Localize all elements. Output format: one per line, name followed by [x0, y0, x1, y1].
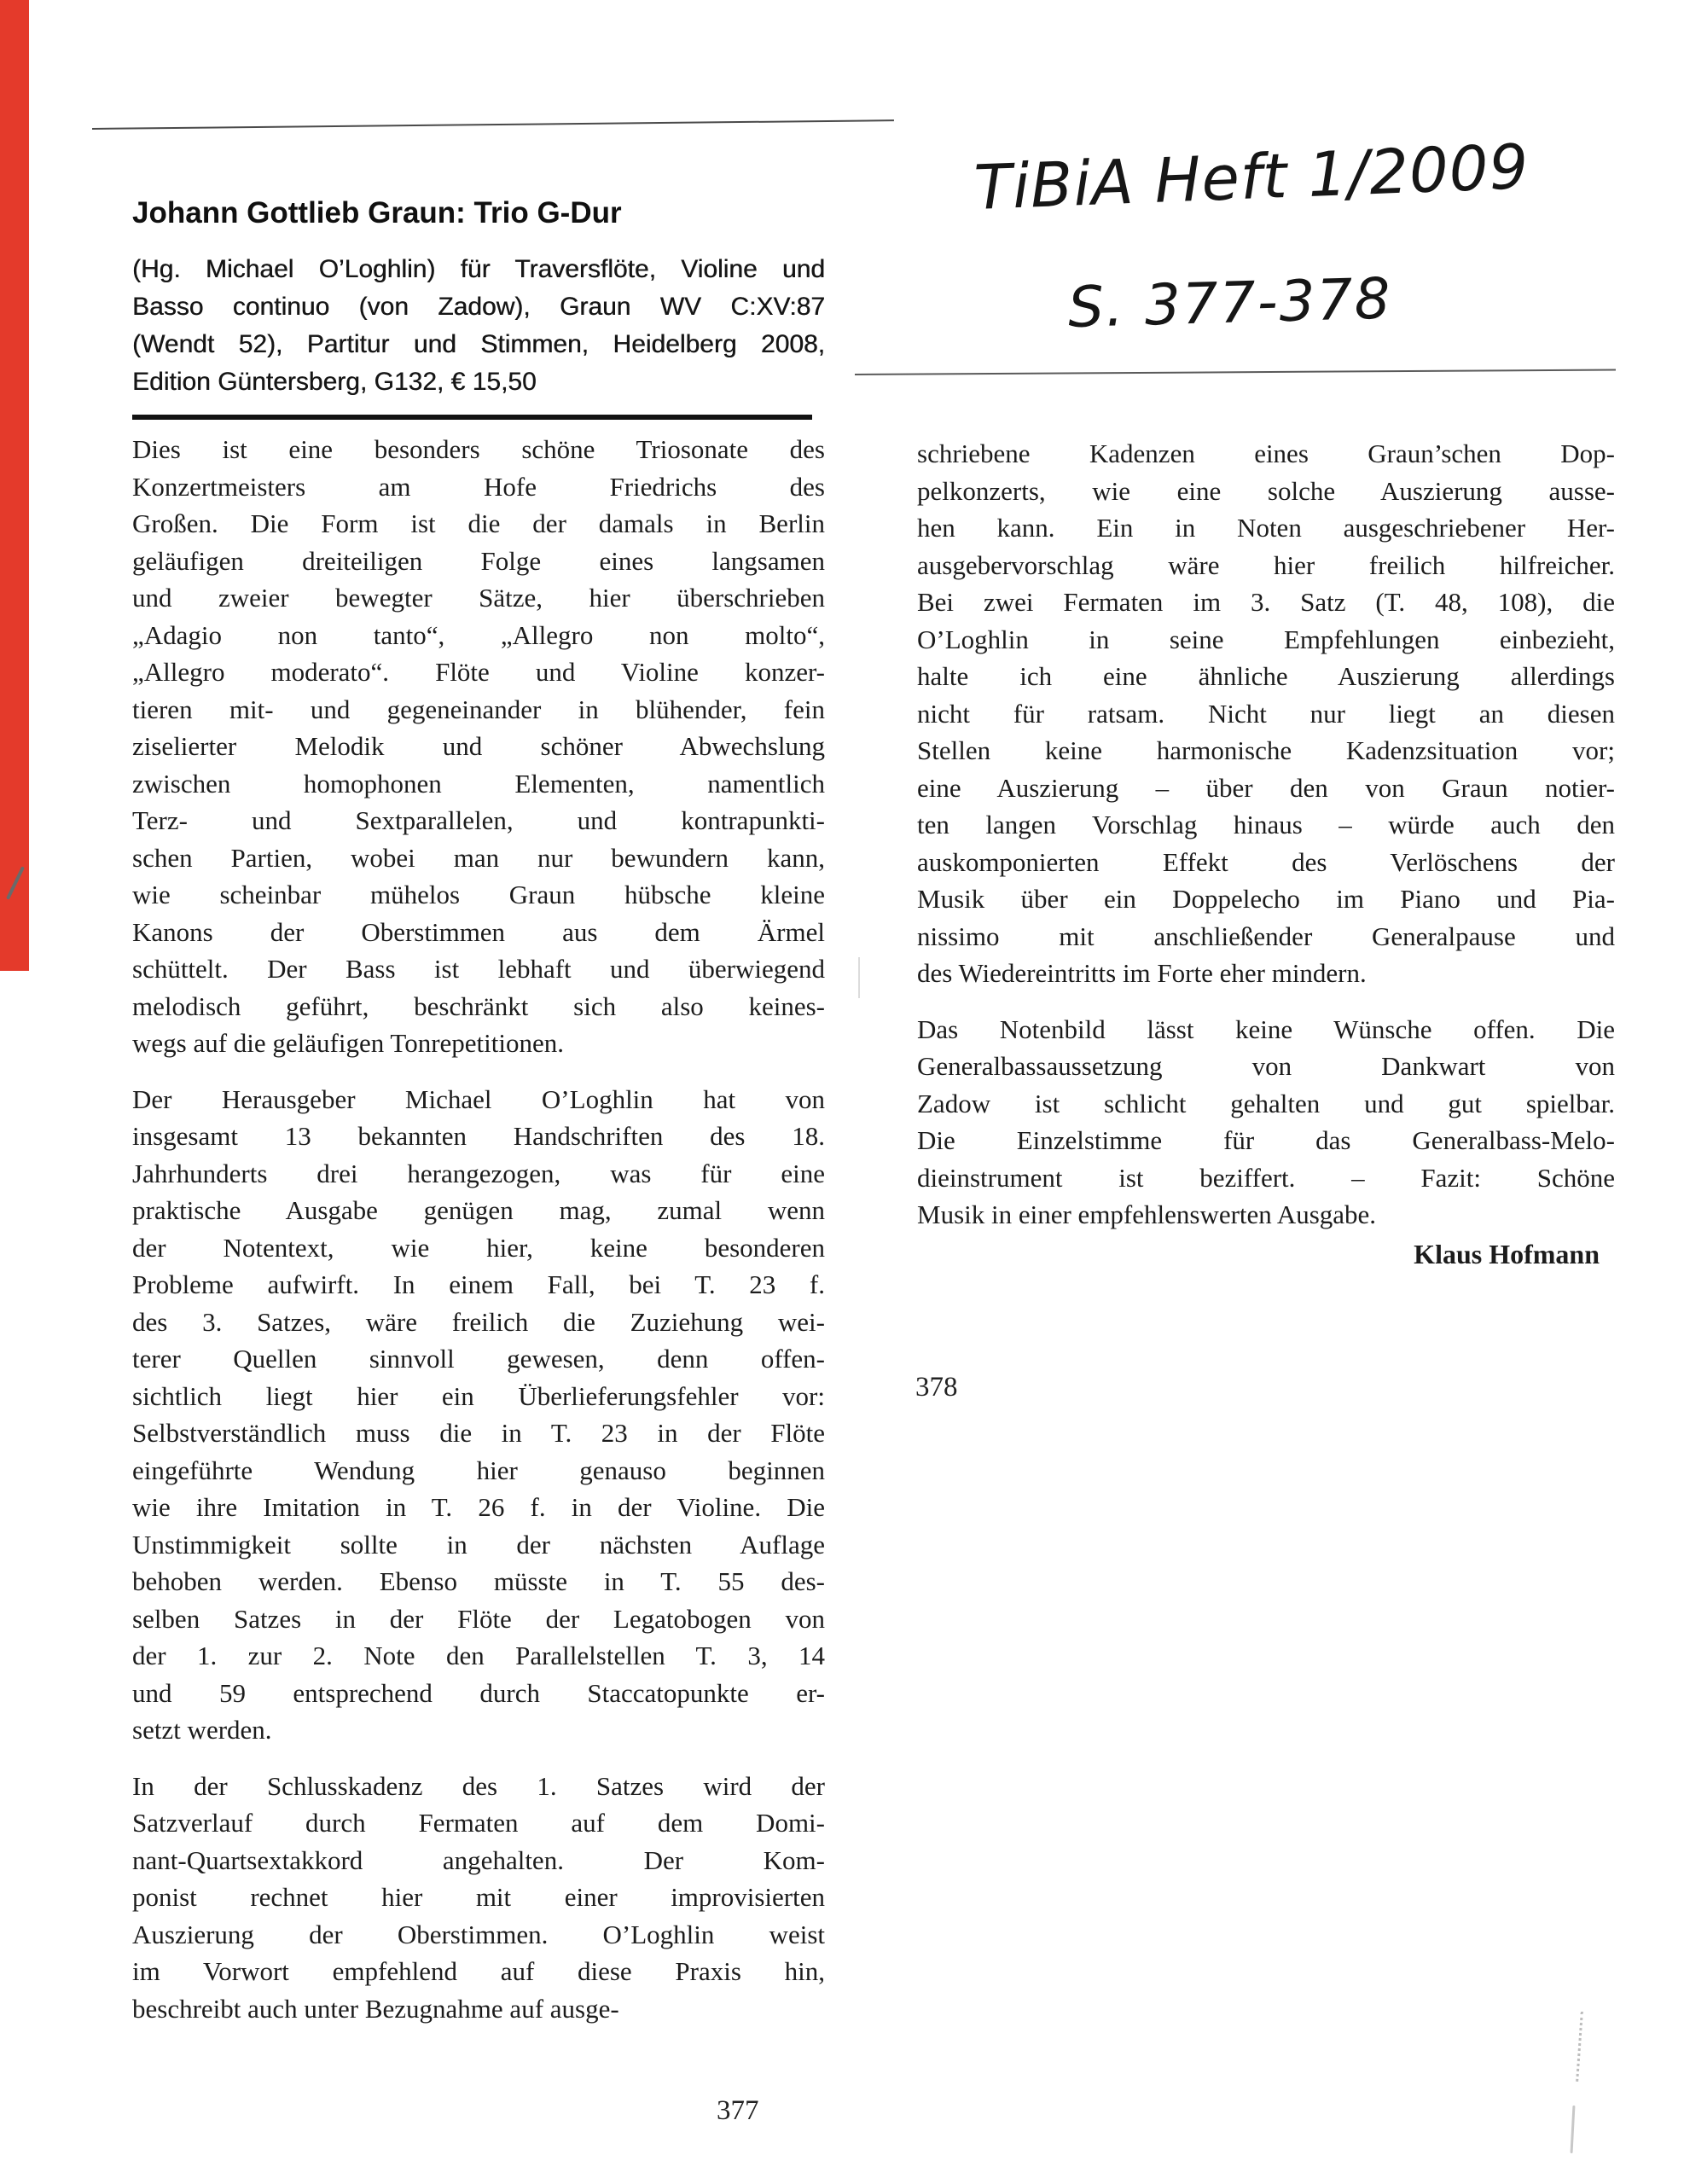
- scan-speck: [858, 957, 860, 998]
- text-line: geläufigen dreiteiligen Folge eines langsamen: [132, 545, 825, 576]
- text-line: Stellen keine harmonische Kadenzsituation vor;: [917, 735, 1615, 765]
- text-line: nissimo mit anschließender Generalpause und: [917, 921, 1615, 951]
- reviewer-signature: Klaus Hofmann: [1414, 1239, 1600, 1269]
- page-number-378: 378: [915, 1372, 958, 1403]
- text-line: behoben werden. Ebenso müsste in T. 55 des-: [132, 1566, 825, 1596]
- left-text-column: [132, 431, 825, 2046]
- title-divider-rule: [132, 415, 812, 420]
- text-line: wie ihre Imitation in T. 26 f. in der Violine. Die: [132, 1492, 825, 1522]
- text-line: O’Loghlin in seine Empfehlungen einbezieht,: [917, 624, 1615, 654]
- paragraph: [132, 1081, 825, 1749]
- text-line: hen kann. Ein in Noten ausgeschriebener Her-: [917, 513, 1615, 543]
- text-line: insgesamt 13 bekannten Handschriften des 18.: [132, 1121, 825, 1151]
- text-line: eine Auszierung – über den von Graun notier-: [917, 772, 1615, 803]
- article-title: Johann Gottlieb Graun: Trio G-Dur: [132, 196, 622, 229]
- text-line: terer Quellen sinnvoll gewesen, denn offen-: [132, 1344, 825, 1374]
- text-line: Unstimmigkeit sollte in der nächsten Auflage: [132, 1529, 825, 1560]
- text-line: Musik in einer empfehlenswerten Ausgabe.: [917, 1199, 1377, 1229]
- text-line: und 59 entsprechend durch Staccatopunkte er-: [132, 1677, 825, 1708]
- text-line: wegs auf die geläufigen Tonrepetitionen.: [132, 1028, 565, 1058]
- text-line: Großen. Die Form ist die der damals in Berlin: [132, 508, 825, 538]
- text-line: selben Satzes in der Flöte der Legatobogen von: [132, 1603, 825, 1634]
- text-line: Basso continuo (von Zadow), Graun WV C:XV:87: [132, 293, 825, 321]
- text-line: tieren mit- und gegeneinander in blühender, fein: [132, 694, 825, 724]
- text-line: In der Schlusskadenz des 1. Satzes wird der: [132, 1770, 825, 1801]
- text-line: Edition Güntersberg, G132, € 15,50: [132, 368, 537, 396]
- text-line: Das Notenbild lässt keine Wünsche offen. Die: [917, 1014, 1615, 1044]
- paragraph: [917, 1011, 1615, 1234]
- text-line: (Hg. Michael O’Loghlin) für Traversflöte, Violine und: [132, 255, 825, 283]
- text-line: Generalbassaussetzung von Dankwart von: [917, 1051, 1615, 1081]
- text-line: melodisch geführt, beschränkt sich also keines-: [132, 990, 825, 1021]
- paragraph: [132, 251, 825, 401]
- handwritten-page-range-annotation: S. 377-378: [1066, 265, 1393, 340]
- text-line: zwischen homophonen Elementen, namentlich: [132, 768, 825, 799]
- text-line: pelkonzerts, wie eine solche Auszierung ausse-: [917, 475, 1615, 506]
- text-line: setzt werden.: [132, 1715, 272, 1745]
- text-line: „Allegro moderato“. Flöte und Violine konzer-: [132, 657, 825, 687]
- paragraph: [132, 1768, 825, 2028]
- text-line: ziselierter Melodik und schöner Abwechslung: [132, 731, 825, 761]
- text-line: des 3. Satzes, wäre freilich die Zuziehung wei-: [132, 1306, 825, 1337]
- scan-red-edge-strip: [0, 0, 29, 971]
- text-line: Selbstverständlich muss die in T. 23 in der Flöte: [132, 1418, 825, 1448]
- text-line: des Wiedereintritts im Forte eher mindern.: [917, 958, 1367, 988]
- paragraph: [917, 435, 1615, 992]
- text-line: nicht für ratsam. Nicht nur liegt an diesen: [917, 698, 1615, 729]
- publication-details: [132, 251, 825, 420]
- top-horizontal-rule: [92, 119, 894, 130]
- text-line: ausgebervorschlag wäre hier freilich hilfreicher.: [917, 549, 1615, 580]
- text-line: Dies ist eine besonders schöne Triosonate des: [132, 434, 825, 464]
- text-line: Probleme aufwirft. In einem Fall, bei T. 23 f.: [132, 1269, 825, 1299]
- text-line: beschreibt auch unter Bezugnahme auf ausge-: [132, 1993, 619, 2024]
- text-line: wie scheinbar mühelos Graun hübsche kleine: [132, 880, 825, 909]
- text-line: nant-Quartsextakkord angehalten. Der Kom-: [132, 1844, 825, 1875]
- text-line: Die Einzelstimme für das Generalbass-Melo-: [917, 1125, 1615, 1155]
- text-line: sichtlich liegt hier ein Überlieferungsfehler vor:: [132, 1380, 825, 1411]
- text-line: Bei zwei Fermaten im 3. Satz (T. 48, 108), die: [917, 587, 1615, 617]
- text-line: im Vorwort empfehlend auf diese Praxis hin,: [132, 1956, 825, 1986]
- text-line: ponist rechnet hier mit einer improvisierten: [132, 1882, 825, 1912]
- text-line: „Adagio non tanto“, „Allegro non molto“,: [132, 619, 825, 650]
- text-line: schüttelt. Der Bass ist lebhaft und überwiegend: [132, 954, 825, 984]
- text-line: Jahrhunderts drei herangezogen, was für eine: [132, 1158, 825, 1188]
- text-line: der Notentext, wie hier, keine besonderen: [132, 1232, 825, 1263]
- text-line: Terz- und Sextparallelen, und kontrapunkti-: [132, 805, 825, 835]
- text-line: ten langen Vorschlag hinaus – würde auch den: [917, 810, 1615, 839]
- text-line: Satzverlauf durch Fermaten auf dem Domi-: [132, 1808, 825, 1838]
- text-line: Musik über ein Doppelecho im Piano und Pia-: [917, 884, 1615, 914]
- text-line: praktische Ausgabe genügen mag, zumal wenn: [132, 1195, 825, 1225]
- paragraph: [132, 431, 825, 1062]
- pen-mark: [1571, 2106, 1576, 2153]
- text-line: und zweier bewegter Sätze, hier überschrieben: [132, 583, 825, 613]
- text-line: Kanons der Oberstimmen aus dem Ärmel: [132, 916, 825, 947]
- text-line: halte ich eine ähnliche Auszierung allerdings: [917, 661, 1615, 691]
- text-line: Zadow ist schlicht gehalten und gut spielbar.: [917, 1088, 1615, 1118]
- handwritten-journal-annotation: TiBiA Heft 1/2009: [973, 131, 1530, 224]
- text-line: Der Herausgeber Michael O’Loghlin hat von: [132, 1083, 825, 1114]
- text-line: Konzertmeisters am Hofe Friedrichs des: [132, 471, 825, 502]
- text-line: Auszierung der Oberstimmen. O’Loghlin weist: [132, 1919, 825, 1949]
- text-line: schen Partien, wobei man nur bewundern kann,: [132, 842, 825, 873]
- right-text-column: [917, 435, 1615, 1252]
- text-line: auskomponierten Effekt des Verlöschens der: [917, 846, 1615, 877]
- page-number-377: 377: [717, 2095, 759, 2126]
- text-line: eingeführte Wendung hier genauso beginnen: [132, 1455, 825, 1485]
- text-line: schriebene Kadenzen eines Graun’schen Dop-: [917, 439, 1615, 468]
- pen-mark: [1576, 2012, 1583, 2082]
- text-line: der 1. zur 2. Note den Parallelstellen T. 3, 14: [132, 1641, 825, 1670]
- annotation-underline-rule: [855, 369, 1616, 375]
- text-line: (Wendt 52), Partitur und Stimmen, Heidelberg 2008,: [132, 330, 825, 358]
- text-line: dieinstrument ist beziffert. – Fazit: Schöne: [917, 1162, 1615, 1193]
